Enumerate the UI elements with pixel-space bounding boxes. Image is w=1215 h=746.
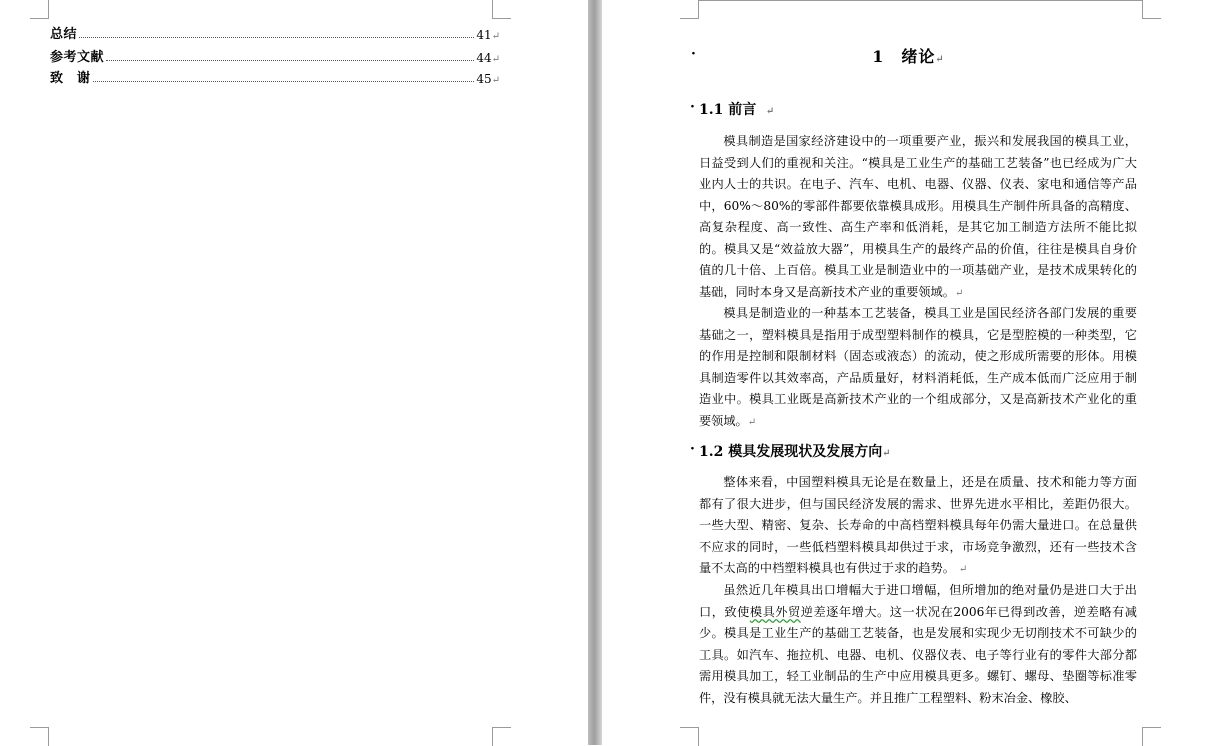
toc-leader-dots bbox=[79, 37, 474, 38]
crop-mark-bottom-left bbox=[30, 727, 49, 746]
chapter-title[interactable] bbox=[602, 44, 1215, 67]
crop-mark-bottom-left bbox=[680, 727, 699, 746]
toc-entry[interactable] bbox=[50, 22, 500, 42]
page-gutter bbox=[588, 0, 602, 745]
header-line bbox=[698, 0, 1143, 1]
body-paragraph[interactable] bbox=[699, 303, 1137, 433]
section-heading[interactable] bbox=[699, 99, 774, 119]
crop-mark-top-right bbox=[1142, 0, 1161, 19]
paragraph-mark-icon: ↵ bbox=[954, 287, 964, 299]
right-page bbox=[602, 0, 1215, 745]
list-bullet-icon: · bbox=[690, 99, 695, 115]
paragraph-text: 逆差逐年增大。这一状况在2006年已得到改善，逆差略有减少。模具是工业生产的基础工艺装备，也是发展和实现少无切削技术不可缺少的工具。如汽车、拖拉机、电器、电机、仪器仪表、电子等行业有的零件大部分都需用模具加工，轻工业制品的生产中应用模具更多。螺钉、螺母、垫圈等标准零件，没有模具就无法大量生产。并且推广工程塑料、粉末冶金、橡胶、 bbox=[699, 604, 1137, 705]
toc-entry-title: 总结 bbox=[50, 27, 78, 42]
toc-leader-dots bbox=[106, 60, 474, 61]
chapter-title-text: 1 绪论 bbox=[872, 47, 936, 66]
paragraph-mark-icon: ↵ bbox=[765, 106, 775, 117]
list-bullet-icon: · bbox=[691, 46, 696, 62]
paragraph-mark-icon: ↵ bbox=[882, 448, 891, 459]
left-page bbox=[0, 0, 588, 745]
paragraph-mark-icon: ↵ bbox=[491, 75, 500, 86]
paragraph-mark-icon: ↵ bbox=[958, 564, 968, 575]
crop-mark-top-left bbox=[30, 0, 49, 19]
toc-entry-page: 44 bbox=[476, 51, 492, 65]
section-heading-text: 1.2 模具发展现状及发展方向 bbox=[699, 444, 883, 460]
crop-mark-top-right bbox=[492, 0, 511, 19]
body-paragraph[interactable] bbox=[699, 131, 1137, 304]
toc-entry[interactable] bbox=[50, 66, 500, 86]
crop-mark-bottom-right bbox=[492, 727, 511, 746]
toc-entry-page: 45 bbox=[476, 72, 492, 86]
paragraph-mark-icon: ↵ bbox=[747, 416, 757, 428]
list-bullet-icon: · bbox=[690, 441, 695, 457]
crop-mark-bottom-right bbox=[1142, 727, 1161, 746]
grammar-underline-text[interactable]: 模具外贸 bbox=[749, 604, 801, 619]
paragraph-text: 虽然近几年模具出口增幅大于进口增幅，但所增加的绝对量仍是进口大于出口，致使 bbox=[699, 583, 1137, 619]
paragraph-text: 模具制造是国家经济建设中的一项重要产业，振兴和发展我国的模具工业，日益受到人们的重视和关注。“模具是工业生产的基础工艺装备”也已经成为广大业内人士的共识。在电子、汽车、电机、电器、仪器、仪表、家电和通信等产品中，60%～80%的零部件都要依靠模具成形。用模具生产制件所具备的高精度、高复杂程度、高一致性、高生产率和低消耗，是其它加工制造方法所不能比拟的。模具又是“效益放大器”，用模具生产的最终产品的价值，往往是模具自身价值的几十倍、上百倍。模具工业是制造业中的一项基础产业，是技术成果转化的基础，同时本身又是高新技术产业的重要领域。 bbox=[699, 134, 1137, 299]
toc-entry[interactable] bbox=[50, 45, 500, 65]
body-paragraph[interactable] bbox=[699, 580, 1137, 709]
section-heading-text: 1.1 前言 bbox=[699, 102, 757, 118]
toc-entry-title: 参考文献 bbox=[50, 50, 105, 65]
paragraph-mark-icon: ↵ bbox=[491, 31, 500, 42]
paragraph-mark-icon: ↵ bbox=[491, 54, 500, 65]
toc-entry-title: 致 谢 bbox=[50, 71, 91, 86]
toc-leader-dots bbox=[93, 81, 475, 82]
body-paragraph[interactable] bbox=[699, 472, 1137, 581]
toc-entry-page: 41 bbox=[476, 28, 492, 42]
section-heading[interactable] bbox=[699, 441, 891, 461]
paragraph-mark-icon: ↵ bbox=[935, 54, 945, 65]
paragraph-text: 模具是制造业的一种基本工艺装备，模具工业是国民经济各部门发展的重要基础之一，塑料模具是指用于成型塑料制作的模具，它是型腔模的一种类型，它的作用是控制和限制材料（固态或液态）的流动，使之形成所需要的形体。用模具制造零件以其效率高，产品质量好，材料消耗低，生产成本低而广泛应用于制造业中。模具工业既是高新技术产业的一个组成部分，又是高新技术产业化的重要领域。 bbox=[699, 306, 1137, 428]
crop-mark-top-left bbox=[680, 0, 699, 19]
paragraph-text: 整体来看，中国塑料模具无论是在数量上，还是在质量、技术和能力等方面都有了很大进步，但与国民经济发展的需求、世界先进水平相比，差距仍很大。一些大型、精密、复杂、长寿命的中高档塑料模具每年仍需大量进口。在总量供不应求的同时，一些低档塑料模具却供过于求，市场竞争激烈，还有一些技术含量不太高的中档塑料模具也有供过于求的趋势。 bbox=[699, 475, 1137, 575]
